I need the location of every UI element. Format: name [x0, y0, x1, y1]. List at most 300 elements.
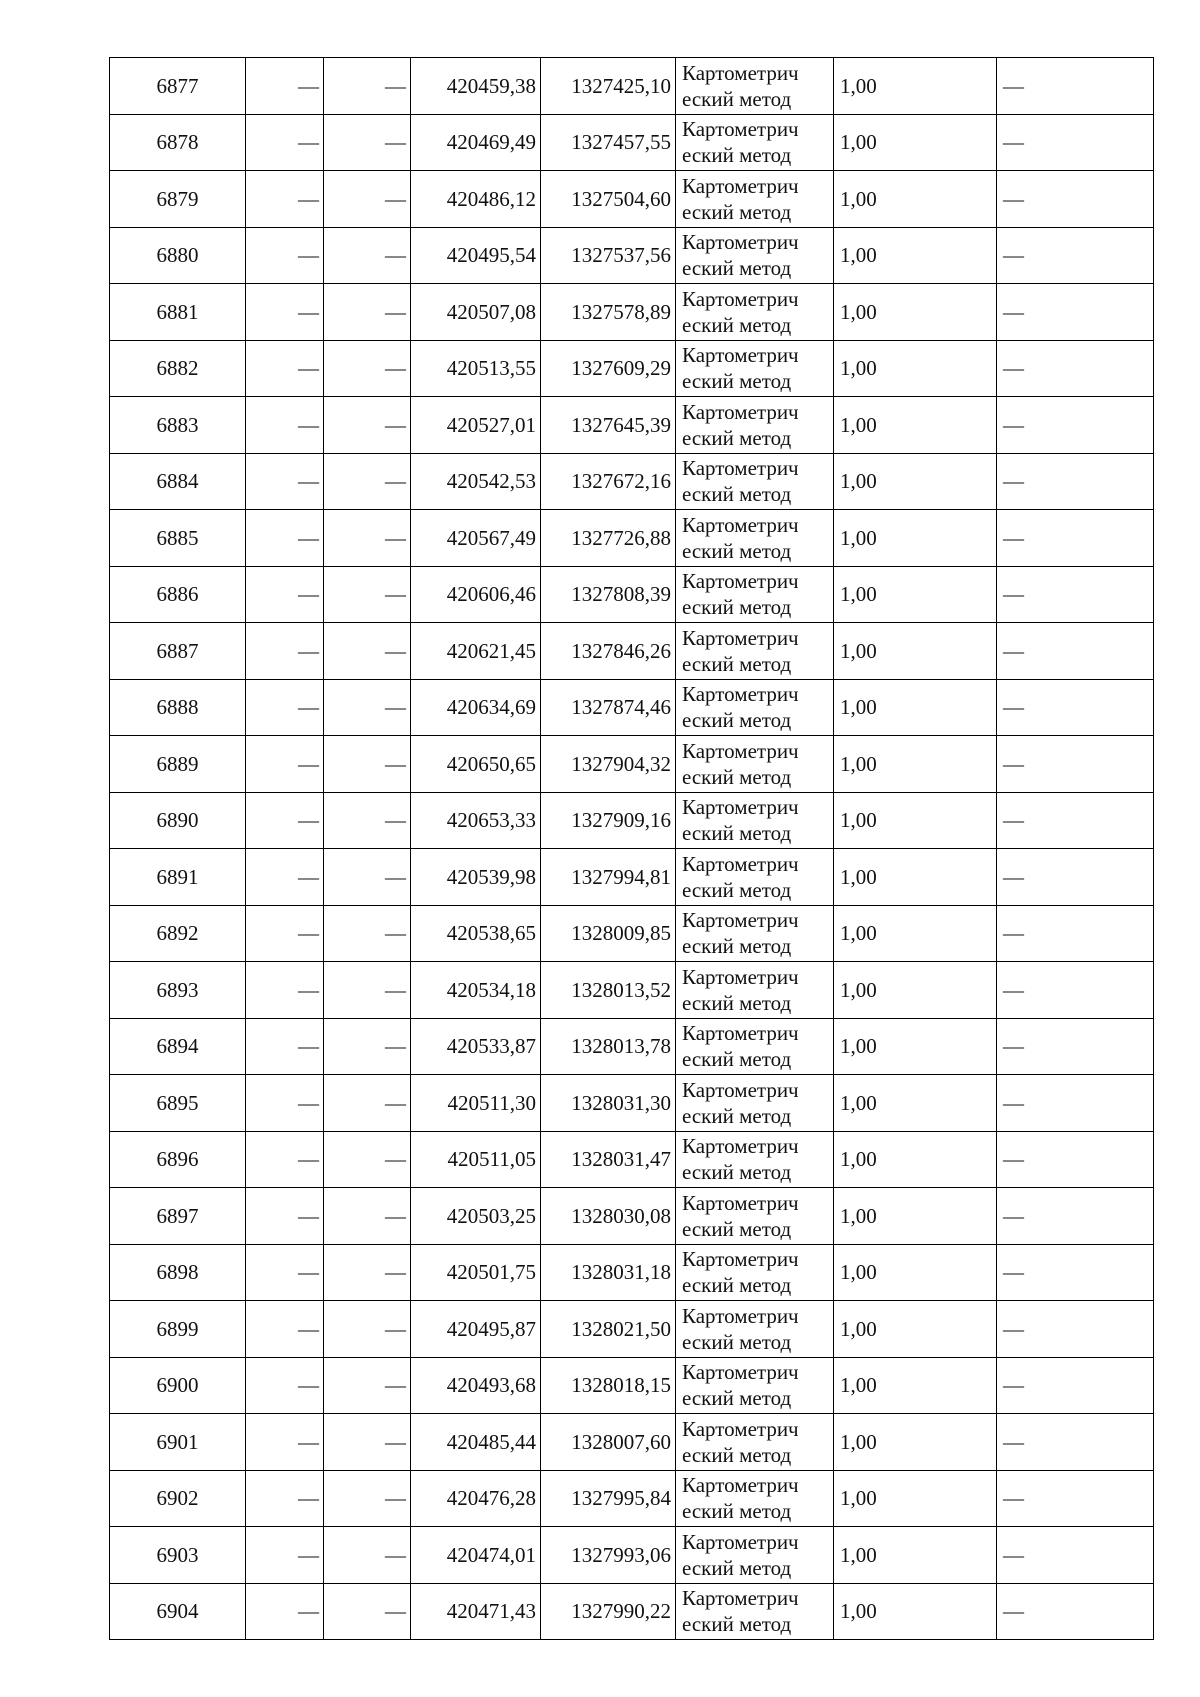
accuracy-cell: 1,00 — [834, 736, 997, 793]
point-number-cell: 6890 — [110, 792, 246, 849]
method-line-2: еский метод — [682, 538, 792, 563]
empty-dash-cell: — — [997, 171, 1154, 228]
method-cell — [676, 792, 834, 849]
coordinates-table — [109, 57, 1154, 1640]
method-line-2: еский метод — [682, 708, 792, 733]
accuracy-cell: 1,00 — [834, 1018, 997, 1075]
x-coordinate-cell: 420539,98 — [411, 849, 541, 906]
method-line-2: еский метод — [682, 1103, 792, 1128]
method-cell — [676, 114, 834, 171]
accuracy-cell: 1,00 — [834, 1244, 997, 1301]
empty-dash-cell: — — [246, 227, 324, 284]
method-line-1: Картометрич — [682, 1529, 799, 1554]
accuracy-cell: 1,00 — [834, 623, 997, 680]
accuracy-cell: 1,00 — [834, 679, 997, 736]
method-line-1: Картометрич — [682, 60, 799, 85]
empty-dash-cell: — — [246, 453, 324, 510]
empty-dash-cell: — — [246, 962, 324, 1019]
empty-dash-cell: — — [324, 792, 411, 849]
y-coordinate-cell: 1327993,06 — [541, 1527, 676, 1584]
empty-dash-cell: — — [997, 1357, 1154, 1414]
empty-dash-cell: — — [997, 679, 1154, 736]
table-row — [110, 849, 1154, 906]
empty-dash-cell: — — [246, 566, 324, 623]
method-line-1: Картометрич — [682, 569, 799, 594]
empty-dash-cell: — — [997, 849, 1154, 906]
empty-dash-cell: — — [324, 340, 411, 397]
empty-dash-cell: — — [997, 510, 1154, 567]
method-cell — [676, 340, 834, 397]
y-coordinate-cell: 1328030,08 — [541, 1188, 676, 1245]
table-row — [110, 284, 1154, 341]
y-coordinate-cell: 1327457,55 — [541, 114, 676, 171]
empty-dash-cell: — — [246, 171, 324, 228]
method-line-2: еский метод — [682, 990, 792, 1015]
accuracy-cell: 1,00 — [834, 905, 997, 962]
accuracy-cell: 1,00 — [834, 1583, 997, 1640]
empty-dash-cell: — — [246, 510, 324, 567]
method-line-2: еский метод — [682, 1047, 792, 1072]
y-coordinate-cell: 1327609,29 — [541, 340, 676, 397]
x-coordinate-cell: 420527,01 — [411, 397, 541, 454]
method-cell — [676, 1131, 834, 1188]
empty-dash-cell: — — [246, 1018, 324, 1075]
method-cell — [676, 736, 834, 793]
y-coordinate-cell: 1327537,56 — [541, 227, 676, 284]
empty-dash-cell: — — [997, 453, 1154, 510]
method-line-1: Картометрич — [682, 1303, 799, 1328]
method-line-1: Картометрич — [682, 512, 799, 537]
empty-dash-cell: — — [324, 962, 411, 1019]
method-cell — [676, 679, 834, 736]
empty-dash-cell: — — [324, 1131, 411, 1188]
empty-dash-cell: — — [246, 1244, 324, 1301]
point-number-cell: 6884 — [110, 453, 246, 510]
method-line-1: Картометрич — [682, 1416, 799, 1441]
method-line-1: Картометрич — [682, 1247, 799, 1272]
y-coordinate-cell: 1327994,81 — [541, 849, 676, 906]
method-line-2: еский метод — [682, 764, 792, 789]
table-row — [110, 510, 1154, 567]
accuracy-cell: 1,00 — [834, 849, 997, 906]
x-coordinate-cell: 420653,33 — [411, 792, 541, 849]
method-line-1: Картометрич — [682, 851, 799, 876]
y-coordinate-cell: 1327808,39 — [541, 566, 676, 623]
accuracy-cell: 1,00 — [834, 1357, 997, 1414]
x-coordinate-cell: 420533,87 — [411, 1018, 541, 1075]
empty-dash-cell: — — [246, 1527, 324, 1584]
method-line-1: Картометрич — [682, 399, 799, 424]
empty-dash-cell: — — [997, 114, 1154, 171]
accuracy-cell: 1,00 — [834, 1527, 997, 1584]
x-coordinate-cell: 420507,08 — [411, 284, 541, 341]
accuracy-cell: 1,00 — [834, 227, 997, 284]
empty-dash-cell: — — [246, 58, 324, 115]
point-number-cell: 6899 — [110, 1301, 246, 1358]
table-row — [110, 1470, 1154, 1527]
y-coordinate-cell: 1327578,89 — [541, 284, 676, 341]
method-line-2: еский метод — [682, 1273, 792, 1298]
empty-dash-cell: — — [246, 623, 324, 680]
accuracy-cell: 1,00 — [834, 566, 997, 623]
method-line-1: Картометрич — [682, 738, 799, 763]
x-coordinate-cell: 420485,44 — [411, 1414, 541, 1471]
method-line-2: еский метод — [682, 199, 792, 224]
empty-dash-cell: — — [997, 58, 1154, 115]
empty-dash-cell: — — [246, 1075, 324, 1132]
point-number-cell: 6904 — [110, 1583, 246, 1640]
method-line-1: Картометрич — [682, 286, 799, 311]
point-number-cell: 6893 — [110, 962, 246, 1019]
x-coordinate-cell: 420495,54 — [411, 227, 541, 284]
empty-dash-cell: — — [246, 905, 324, 962]
method-line-2: еский метод — [682, 482, 792, 507]
empty-dash-cell: — — [246, 792, 324, 849]
x-coordinate-cell: 420474,01 — [411, 1527, 541, 1584]
empty-dash-cell: — — [997, 227, 1154, 284]
empty-dash-cell: — — [324, 1188, 411, 1245]
method-line-2: еский метод — [682, 312, 792, 337]
table-row — [110, 962, 1154, 1019]
method-line-1: Картометрич — [682, 1190, 799, 1215]
x-coordinate-cell: 420501,75 — [411, 1244, 541, 1301]
method-cell — [676, 510, 834, 567]
empty-dash-cell: — — [246, 1583, 324, 1640]
empty-dash-cell: — — [324, 453, 411, 510]
empty-dash-cell: — — [324, 849, 411, 906]
empty-dash-cell: — — [324, 1244, 411, 1301]
empty-dash-cell: — — [997, 623, 1154, 680]
point-number-cell: 6900 — [110, 1357, 246, 1414]
x-coordinate-cell: 420493,68 — [411, 1357, 541, 1414]
empty-dash-cell: — — [324, 227, 411, 284]
accuracy-cell: 1,00 — [834, 792, 997, 849]
point-number-cell: 6883 — [110, 397, 246, 454]
method-line-1: Картометрич — [682, 1473, 799, 1498]
method-line-2: еский метод — [682, 86, 792, 111]
method-line-2: еский метод — [682, 1329, 792, 1354]
accuracy-cell: 1,00 — [834, 453, 997, 510]
point-number-cell: 6896 — [110, 1131, 246, 1188]
y-coordinate-cell: 1327904,32 — [541, 736, 676, 793]
method-line-1: Картометрич — [682, 456, 799, 481]
accuracy-cell: 1,00 — [834, 284, 997, 341]
empty-dash-cell: — — [997, 1470, 1154, 1527]
point-number-cell: 6887 — [110, 623, 246, 680]
point-number-cell: 6879 — [110, 171, 246, 228]
method-line-1: Картометрич — [682, 625, 799, 650]
table-body — [110, 58, 1154, 1640]
accuracy-cell: 1,00 — [834, 1131, 997, 1188]
method-line-2: еский метод — [682, 1442, 792, 1467]
empty-dash-cell: — — [324, 905, 411, 962]
x-coordinate-cell: 420534,18 — [411, 962, 541, 1019]
y-coordinate-cell: 1328031,18 — [541, 1244, 676, 1301]
empty-dash-cell: — — [324, 58, 411, 115]
empty-dash-cell: — — [324, 1018, 411, 1075]
method-line-1: Картометрич — [682, 1360, 799, 1385]
x-coordinate-cell: 420513,55 — [411, 340, 541, 397]
accuracy-cell: 1,00 — [834, 1188, 997, 1245]
method-cell — [676, 1188, 834, 1245]
empty-dash-cell: — — [997, 736, 1154, 793]
x-coordinate-cell: 420511,05 — [411, 1131, 541, 1188]
x-coordinate-cell: 420476,28 — [411, 1470, 541, 1527]
method-cell — [676, 566, 834, 623]
point-number-cell: 6888 — [110, 679, 246, 736]
accuracy-cell: 1,00 — [834, 340, 997, 397]
empty-dash-cell: — — [324, 284, 411, 341]
empty-dash-cell: — — [246, 679, 324, 736]
method-cell — [676, 1583, 834, 1640]
accuracy-cell: 1,00 — [834, 1075, 997, 1132]
method-line-2: еский метод — [682, 425, 792, 450]
accuracy-cell: 1,00 — [834, 510, 997, 567]
table-row — [110, 114, 1154, 171]
x-coordinate-cell: 420542,53 — [411, 453, 541, 510]
table-row — [110, 566, 1154, 623]
y-coordinate-cell: 1327909,16 — [541, 792, 676, 849]
point-number-cell: 6877 — [110, 58, 246, 115]
y-coordinate-cell: 1328018,15 — [541, 1357, 676, 1414]
empty-dash-cell: — — [997, 1583, 1154, 1640]
method-line-2: еский метод — [682, 1499, 792, 1524]
empty-dash-cell: — — [246, 397, 324, 454]
empty-dash-cell: — — [324, 1527, 411, 1584]
accuracy-cell: 1,00 — [834, 1414, 997, 1471]
accuracy-cell: 1,00 — [834, 171, 997, 228]
empty-dash-cell: — — [997, 1131, 1154, 1188]
method-cell — [676, 1357, 834, 1414]
empty-dash-cell: — — [246, 1301, 324, 1358]
method-line-1: Картометрич — [682, 230, 799, 255]
method-line-2: еский метод — [682, 1612, 792, 1637]
method-cell — [676, 1301, 834, 1358]
method-cell — [676, 1244, 834, 1301]
y-coordinate-cell: 1328013,78 — [541, 1018, 676, 1075]
method-line-2: еский метод — [682, 143, 792, 168]
y-coordinate-cell: 1327990,22 — [541, 1583, 676, 1640]
point-number-cell: 6885 — [110, 510, 246, 567]
empty-dash-cell: — — [324, 1414, 411, 1471]
point-number-cell: 6897 — [110, 1188, 246, 1245]
x-coordinate-cell: 420634,69 — [411, 679, 541, 736]
x-coordinate-cell: 420650,65 — [411, 736, 541, 793]
empty-dash-cell: — — [997, 340, 1154, 397]
empty-dash-cell: — — [324, 171, 411, 228]
method-cell — [676, 1527, 834, 1584]
x-coordinate-cell: 420606,46 — [411, 566, 541, 623]
y-coordinate-cell: 1327846,26 — [541, 623, 676, 680]
method-cell — [676, 453, 834, 510]
y-coordinate-cell: 1327425,10 — [541, 58, 676, 115]
method-cell — [676, 1018, 834, 1075]
empty-dash-cell: — — [997, 792, 1154, 849]
method-line-2: еский метод — [682, 369, 792, 394]
table-row — [110, 340, 1154, 397]
point-number-cell: 6881 — [110, 284, 246, 341]
method-cell — [676, 962, 834, 1019]
empty-dash-cell: — — [997, 397, 1154, 454]
method-line-1: Картометрич — [682, 1134, 799, 1159]
y-coordinate-cell: 1328021,50 — [541, 1301, 676, 1358]
table-row — [110, 227, 1154, 284]
point-number-cell: 6903 — [110, 1527, 246, 1584]
method-cell — [676, 227, 834, 284]
method-line-2: еский метод — [682, 1555, 792, 1580]
method-line-2: еский метод — [682, 595, 792, 620]
table-row — [110, 1527, 1154, 1584]
table-row — [110, 1301, 1154, 1358]
method-line-2: еский метод — [682, 1386, 792, 1411]
accuracy-cell: 1,00 — [834, 962, 997, 1019]
method-line-2: еский метод — [682, 256, 792, 281]
empty-dash-cell: — — [324, 1583, 411, 1640]
point-number-cell: 6880 — [110, 227, 246, 284]
empty-dash-cell: — — [997, 1244, 1154, 1301]
empty-dash-cell: — — [246, 1414, 324, 1471]
table-row — [110, 1075, 1154, 1132]
method-line-2: еский метод — [682, 651, 792, 676]
empty-dash-cell: — — [324, 679, 411, 736]
empty-dash-cell: — — [324, 1470, 411, 1527]
empty-dash-cell: — — [997, 1188, 1154, 1245]
y-coordinate-cell: 1328013,52 — [541, 962, 676, 1019]
y-coordinate-cell: 1327504,60 — [541, 171, 676, 228]
method-cell — [676, 397, 834, 454]
x-coordinate-cell: 420621,45 — [411, 623, 541, 680]
y-coordinate-cell: 1328031,30 — [541, 1075, 676, 1132]
method-cell — [676, 1075, 834, 1132]
empty-dash-cell: — — [324, 1357, 411, 1414]
point-number-cell: 6891 — [110, 849, 246, 906]
empty-dash-cell: — — [997, 905, 1154, 962]
table-row — [110, 623, 1154, 680]
table-row — [110, 792, 1154, 849]
empty-dash-cell: — — [324, 114, 411, 171]
table-row — [110, 1414, 1154, 1471]
table-row — [110, 453, 1154, 510]
empty-dash-cell: — — [324, 736, 411, 793]
empty-dash-cell: — — [246, 736, 324, 793]
point-number-cell: 6882 — [110, 340, 246, 397]
method-cell — [676, 1414, 834, 1471]
point-number-cell: 6889 — [110, 736, 246, 793]
method-cell — [676, 171, 834, 228]
x-coordinate-cell: 420567,49 — [411, 510, 541, 567]
empty-dash-cell: — — [997, 1301, 1154, 1358]
empty-dash-cell: — — [246, 1470, 324, 1527]
table-row — [110, 1131, 1154, 1188]
table-row — [110, 1357, 1154, 1414]
table-row — [110, 905, 1154, 962]
method-line-1: Картометрич — [682, 1021, 799, 1046]
point-number-cell: 6892 — [110, 905, 246, 962]
table-row — [110, 58, 1154, 115]
table-row — [110, 1244, 1154, 1301]
y-coordinate-cell: 1327995,84 — [541, 1470, 676, 1527]
method-cell — [676, 623, 834, 680]
empty-dash-cell: — — [246, 340, 324, 397]
method-line-2: еский метод — [682, 821, 792, 846]
method-line-2: еский метод — [682, 934, 792, 959]
method-line-1: Картометрич — [682, 1586, 799, 1611]
y-coordinate-cell: 1327874,46 — [541, 679, 676, 736]
point-number-cell: 6895 — [110, 1075, 246, 1132]
empty-dash-cell: — — [246, 1188, 324, 1245]
point-number-cell: 6878 — [110, 114, 246, 171]
accuracy-cell: 1,00 — [834, 58, 997, 115]
empty-dash-cell: — — [997, 284, 1154, 341]
method-cell — [676, 849, 834, 906]
x-coordinate-cell: 420486,12 — [411, 171, 541, 228]
method-cell — [676, 284, 834, 341]
empty-dash-cell: — — [324, 1075, 411, 1132]
method-cell — [676, 905, 834, 962]
method-line-1: Картометрич — [682, 117, 799, 142]
table-row — [110, 1188, 1154, 1245]
empty-dash-cell: — — [324, 397, 411, 454]
method-line-1: Картометрич — [682, 908, 799, 933]
method-line-2: еский метод — [682, 877, 792, 902]
y-coordinate-cell: 1327672,16 — [541, 453, 676, 510]
point-number-cell: 6894 — [110, 1018, 246, 1075]
empty-dash-cell: — — [246, 1357, 324, 1414]
empty-dash-cell: — — [997, 962, 1154, 1019]
accuracy-cell: 1,00 — [834, 1470, 997, 1527]
method-line-2: еский метод — [682, 1160, 792, 1185]
accuracy-cell: 1,00 — [834, 114, 997, 171]
x-coordinate-cell: 420495,87 — [411, 1301, 541, 1358]
table-row — [110, 397, 1154, 454]
x-coordinate-cell: 420503,25 — [411, 1188, 541, 1245]
empty-dash-cell: — — [997, 566, 1154, 623]
method-cell — [676, 58, 834, 115]
empty-dash-cell: — — [324, 510, 411, 567]
table-row — [110, 679, 1154, 736]
method-line-1: Картометрич — [682, 173, 799, 198]
empty-dash-cell: — — [997, 1527, 1154, 1584]
y-coordinate-cell: 1328009,85 — [541, 905, 676, 962]
point-number-cell: 6902 — [110, 1470, 246, 1527]
point-number-cell: 6901 — [110, 1414, 246, 1471]
empty-dash-cell: — — [324, 1301, 411, 1358]
method-line-1: Картометрич — [682, 682, 799, 707]
x-coordinate-cell: 420471,43 — [411, 1583, 541, 1640]
empty-dash-cell: — — [324, 623, 411, 680]
table-row — [110, 171, 1154, 228]
point-number-cell: 6898 — [110, 1244, 246, 1301]
y-coordinate-cell: 1328007,60 — [541, 1414, 676, 1471]
empty-dash-cell: — — [246, 849, 324, 906]
accuracy-cell: 1,00 — [834, 397, 997, 454]
y-coordinate-cell: 1328031,47 — [541, 1131, 676, 1188]
x-coordinate-cell: 420469,49 — [411, 114, 541, 171]
y-coordinate-cell: 1327726,88 — [541, 510, 676, 567]
empty-dash-cell: — — [997, 1018, 1154, 1075]
table-row — [110, 1018, 1154, 1075]
x-coordinate-cell: 420538,65 — [411, 905, 541, 962]
x-coordinate-cell: 420511,30 — [411, 1075, 541, 1132]
table-row — [110, 736, 1154, 793]
method-line-2: еский метод — [682, 1216, 792, 1241]
empty-dash-cell: — — [324, 566, 411, 623]
empty-dash-cell: — — [246, 284, 324, 341]
empty-dash-cell: — — [997, 1414, 1154, 1471]
accuracy-cell: 1,00 — [834, 1301, 997, 1358]
method-line-1: Картометрич — [682, 964, 799, 989]
empty-dash-cell: — — [997, 1075, 1154, 1132]
